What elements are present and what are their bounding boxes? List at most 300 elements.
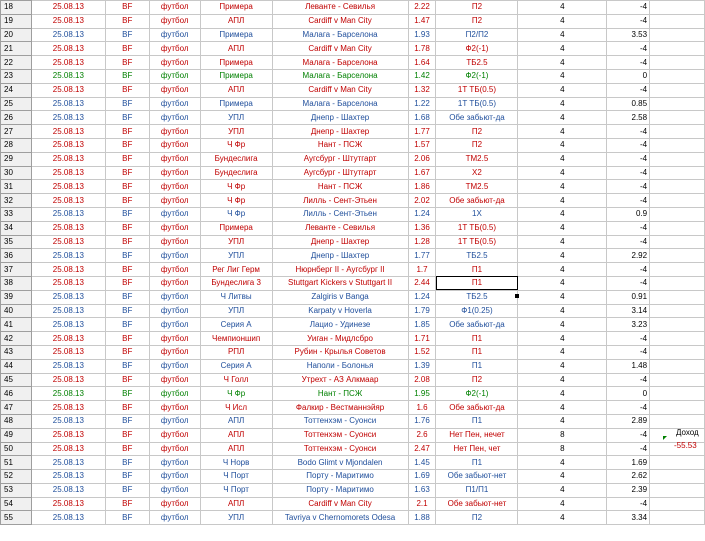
bet-cell[interactable]: Обе забьют-да	[436, 401, 518, 415]
stake-cell[interactable]: 4	[518, 249, 607, 263]
row-number-header[interactable]: 23	[1, 69, 32, 83]
match-cell[interactable]: Фалкир - Вестманнэйяр	[272, 401, 408, 415]
league-cell[interactable]: АПЛ	[200, 83, 272, 97]
match-cell[interactable]: Порту - Маритимо	[272, 483, 408, 497]
match-cell[interactable]: Днепр - Шахтер	[272, 111, 408, 125]
odds-cell[interactable]: 1.22	[408, 97, 436, 111]
stake-cell[interactable]: 4	[518, 28, 607, 42]
bet-cell[interactable]: П1	[436, 276, 518, 290]
result-cell[interactable]: 0.85	[607, 97, 650, 111]
stake-cell[interactable]: 4	[518, 414, 607, 428]
bookmaker-cell[interactable]: BF	[105, 56, 149, 70]
league-cell[interactable]: Ч Фр	[200, 180, 272, 194]
stake-cell[interactable]: 4	[518, 263, 607, 277]
result-cell[interactable]: -4	[607, 345, 650, 359]
league-cell[interactable]: Примера	[200, 97, 272, 111]
odds-cell[interactable]: 1.28	[408, 235, 436, 249]
date-cell[interactable]: 25.08.13	[31, 290, 105, 304]
empty-cell[interactable]	[650, 249, 705, 263]
bet-cell[interactable]: П2	[436, 1, 518, 15]
empty-cell[interactable]	[650, 221, 705, 235]
odds-cell[interactable]: 1.7	[408, 263, 436, 277]
date-cell[interactable]: 25.08.13	[31, 83, 105, 97]
result-cell[interactable]: -4	[607, 373, 650, 387]
stake-cell[interactable]: 4	[518, 470, 607, 484]
sport-cell[interactable]: футбол	[149, 373, 200, 387]
league-cell[interactable]: Чемпионшип	[200, 332, 272, 346]
row-number-header[interactable]: 32	[1, 194, 32, 208]
sport-cell[interactable]: футбол	[149, 497, 200, 511]
empty-cell[interactable]	[650, 1, 705, 15]
date-cell[interactable]: 25.08.13	[31, 470, 105, 484]
match-cell[interactable]: Лилль - Сент-Этьен	[272, 194, 408, 208]
league-cell[interactable]: Серия А	[200, 359, 272, 373]
bookmaker-cell[interactable]: BF	[105, 345, 149, 359]
income-value[interactable]: -55.53	[674, 441, 697, 450]
league-cell[interactable]: Бундеслига	[200, 166, 272, 180]
stake-cell[interactable]: 4	[518, 456, 607, 470]
stake-cell[interactable]: 4	[518, 276, 607, 290]
match-cell[interactable]: Bodo Glimt v Mjondalen	[272, 456, 408, 470]
bookmaker-cell[interactable]: BF	[105, 428, 149, 442]
date-cell[interactable]: 25.08.13	[31, 442, 105, 456]
league-cell[interactable]: Примера	[200, 28, 272, 42]
date-cell[interactable]: 25.08.13	[31, 456, 105, 470]
bookmaker-cell[interactable]: BF	[105, 14, 149, 28]
date-cell[interactable]: 25.08.13	[31, 497, 105, 511]
bet-cell[interactable]: П2	[436, 511, 518, 525]
row-number-header[interactable]: 52	[1, 470, 32, 484]
match-cell[interactable]: Cardiff v Man City	[272, 42, 408, 56]
match-cell[interactable]: Cardiff v Man City	[272, 14, 408, 28]
row-number-header[interactable]: 35	[1, 235, 32, 249]
row-number-header[interactable]: 54	[1, 497, 32, 511]
empty-cell[interactable]	[650, 359, 705, 373]
odds-cell[interactable]: 1.77	[408, 249, 436, 263]
result-cell[interactable]: -4	[607, 56, 650, 70]
odds-cell[interactable]: 1.67	[408, 166, 436, 180]
bet-cell[interactable]: П2	[436, 14, 518, 28]
match-cell[interactable]: Cardiff v Man City	[272, 497, 408, 511]
stake-cell[interactable]: 8	[518, 428, 607, 442]
empty-cell[interactable]	[650, 497, 705, 511]
bet-cell[interactable]: 1Т ТБ(0.5)	[436, 235, 518, 249]
bookmaker-cell[interactable]: BF	[105, 138, 149, 152]
stake-cell[interactable]: 4	[518, 304, 607, 318]
sport-cell[interactable]: футбол	[149, 14, 200, 28]
result-cell[interactable]: -4	[607, 166, 650, 180]
result-cell[interactable]: -4	[607, 125, 650, 139]
row-number-header[interactable]: 37	[1, 263, 32, 277]
bookmaker-cell[interactable]: BF	[105, 166, 149, 180]
date-cell[interactable]: 25.08.13	[31, 332, 105, 346]
odds-cell[interactable]: 1.39	[408, 359, 436, 373]
empty-cell[interactable]	[650, 14, 705, 28]
sport-cell[interactable]: футбол	[149, 414, 200, 428]
bet-cell[interactable]: ТМ2.5	[436, 180, 518, 194]
league-cell[interactable]: УПЛ	[200, 511, 272, 525]
bookmaker-cell[interactable]: BF	[105, 442, 149, 456]
odds-cell[interactable]: 1.32	[408, 83, 436, 97]
bet-cell[interactable]: Обе забьют-да	[436, 111, 518, 125]
match-cell[interactable]: Уиган - Мидлсбро	[272, 332, 408, 346]
bet-cell[interactable]: 1Т ТБ(0.5)	[436, 221, 518, 235]
odds-cell[interactable]: 2.06	[408, 152, 436, 166]
bookmaker-cell[interactable]: BF	[105, 470, 149, 484]
row-number-header[interactable]: 41	[1, 318, 32, 332]
date-cell[interactable]: 25.08.13	[31, 69, 105, 83]
row-number-header[interactable]: 39	[1, 290, 32, 304]
date-cell[interactable]: 25.08.13	[31, 138, 105, 152]
date-cell[interactable]: 25.08.13	[31, 483, 105, 497]
result-cell[interactable]: 3.34	[607, 511, 650, 525]
sport-cell[interactable]: футбол	[149, 304, 200, 318]
match-cell[interactable]: Малага - Барселона	[272, 97, 408, 111]
result-cell[interactable]: -4	[607, 42, 650, 56]
bet-cell[interactable]: П1	[436, 332, 518, 346]
empty-cell[interactable]	[650, 97, 705, 111]
row-number-header[interactable]: 34	[1, 221, 32, 235]
odds-cell[interactable]: 1.95	[408, 387, 436, 401]
income-label[interactable]: Доход	[676, 428, 699, 437]
stake-cell[interactable]: 4	[518, 387, 607, 401]
result-cell[interactable]: -4	[607, 263, 650, 277]
row-number-header[interactable]: 46	[1, 387, 32, 401]
league-cell[interactable]: Ч Голл	[200, 373, 272, 387]
bet-cell[interactable]: П2	[436, 373, 518, 387]
stake-cell[interactable]: 4	[518, 125, 607, 139]
row-number-header[interactable]: 42	[1, 332, 32, 346]
result-cell[interactable]: 3.14	[607, 304, 650, 318]
row-number-header[interactable]: 24	[1, 83, 32, 97]
stake-cell[interactable]: 4	[518, 332, 607, 346]
result-cell[interactable]: 3.53	[607, 28, 650, 42]
sport-cell[interactable]: футбол	[149, 97, 200, 111]
odds-cell[interactable]: 1.47	[408, 14, 436, 28]
odds-cell[interactable]: 2.1	[408, 497, 436, 511]
stake-cell[interactable]: 4	[518, 69, 607, 83]
sport-cell[interactable]: футбол	[149, 152, 200, 166]
result-cell[interactable]: 2.62	[607, 470, 650, 484]
match-cell[interactable]: Днепр - Шахтер	[272, 235, 408, 249]
date-cell[interactable]: 25.08.13	[31, 414, 105, 428]
sport-cell[interactable]: футбол	[149, 166, 200, 180]
result-cell[interactable]: -4	[607, 221, 650, 235]
odds-cell[interactable]: 1.24	[408, 290, 436, 304]
stake-cell[interactable]: 4	[518, 221, 607, 235]
bet-cell[interactable]: 1Х	[436, 207, 518, 221]
stake-cell[interactable]: 4	[518, 14, 607, 28]
stake-cell[interactable]: 4	[518, 290, 607, 304]
row-number-header[interactable]: 45	[1, 373, 32, 387]
result-cell[interactable]: -4	[607, 194, 650, 208]
date-cell[interactable]: 25.08.13	[31, 235, 105, 249]
sport-cell[interactable]: футбол	[149, 483, 200, 497]
result-cell[interactable]: -4	[607, 235, 650, 249]
match-cell[interactable]: Zalgiris v Banga	[272, 290, 408, 304]
odds-cell[interactable]: 1.68	[408, 111, 436, 125]
sport-cell[interactable]: футбол	[149, 401, 200, 415]
empty-cell[interactable]	[650, 304, 705, 318]
odds-cell[interactable]: 1.64	[408, 56, 436, 70]
row-number-header[interactable]: 40	[1, 304, 32, 318]
match-cell[interactable]: Нюрнберг II - Аугсбург II	[272, 263, 408, 277]
result-cell[interactable]: -4	[607, 428, 650, 442]
empty-cell[interactable]	[650, 152, 705, 166]
row-number-header[interactable]: 44	[1, 359, 32, 373]
bookmaker-cell[interactable]: BF	[105, 1, 149, 15]
empty-cell[interactable]	[650, 263, 705, 277]
empty-cell[interactable]	[650, 83, 705, 97]
bet-cell[interactable]: 1Т ТБ(0.5)	[436, 83, 518, 97]
league-cell[interactable]: Ч Фр	[200, 207, 272, 221]
odds-cell[interactable]: 1.57	[408, 138, 436, 152]
bet-cell[interactable]: ТМ2.5	[436, 152, 518, 166]
match-cell[interactable]: Лилль - Сент-Этьен	[272, 207, 408, 221]
bet-cell[interactable]: П1	[436, 263, 518, 277]
row-number-header[interactable]: 26	[1, 111, 32, 125]
match-cell[interactable]: Karpaty v Hoverla	[272, 304, 408, 318]
result-cell[interactable]: -4	[607, 332, 650, 346]
match-cell[interactable]: Малага - Барселона	[272, 56, 408, 70]
stake-cell[interactable]: 4	[518, 345, 607, 359]
odds-cell[interactable]: 1.45	[408, 456, 436, 470]
empty-cell[interactable]	[650, 235, 705, 249]
sport-cell[interactable]: футбол	[149, 111, 200, 125]
sport-cell[interactable]: футбол	[149, 180, 200, 194]
sport-cell[interactable]: футбол	[149, 290, 200, 304]
sport-cell[interactable]: футбол	[149, 332, 200, 346]
league-cell[interactable]: АПЛ	[200, 42, 272, 56]
row-number-header[interactable]: 22	[1, 56, 32, 70]
odds-cell[interactable]: 1.71	[408, 332, 436, 346]
sport-cell[interactable]: футбол	[149, 125, 200, 139]
stake-cell[interactable]: 4	[518, 483, 607, 497]
stake-cell[interactable]: 4	[518, 194, 607, 208]
date-cell[interactable]: 25.08.13	[31, 249, 105, 263]
league-cell[interactable]: Бундеслига	[200, 152, 272, 166]
stake-cell[interactable]: 4	[518, 318, 607, 332]
odds-cell[interactable]: 2.6	[408, 428, 436, 442]
stake-cell[interactable]: 4	[518, 511, 607, 525]
bet-cell[interactable]: Ф2(-1)	[436, 387, 518, 401]
date-cell[interactable]: 25.08.13	[31, 387, 105, 401]
bookmaker-cell[interactable]: BF	[105, 290, 149, 304]
row-number-header[interactable]: 33	[1, 207, 32, 221]
bookmaker-cell[interactable]: BF	[105, 373, 149, 387]
bet-cell[interactable]: ТБ2.5	[436, 290, 518, 304]
bookmaker-cell[interactable]: BF	[105, 359, 149, 373]
match-cell[interactable]: Леванте - Севилья	[272, 1, 408, 15]
stake-cell[interactable]: 4	[518, 111, 607, 125]
league-cell[interactable]: Примера	[200, 1, 272, 15]
sport-cell[interactable]: футбол	[149, 359, 200, 373]
bet-cell[interactable]: П1	[436, 414, 518, 428]
date-cell[interactable]: 25.08.13	[31, 14, 105, 28]
bet-cell[interactable]: Обе забьют-да	[436, 194, 518, 208]
odds-cell[interactable]: 2.22	[408, 1, 436, 15]
stake-cell[interactable]: 4	[518, 152, 607, 166]
league-cell[interactable]: УПЛ	[200, 125, 272, 139]
empty-cell[interactable]	[650, 56, 705, 70]
bet-cell[interactable]: Обе забьют-нет	[436, 470, 518, 484]
match-cell[interactable]: Малага - Барселона	[272, 69, 408, 83]
row-number-header[interactable]: 18	[1, 1, 32, 15]
bookmaker-cell[interactable]: BF	[105, 235, 149, 249]
odds-cell[interactable]: 1.78	[408, 42, 436, 56]
bet-cell[interactable]: Обе забьют-нет	[436, 497, 518, 511]
match-cell[interactable]: Рубин - Крылья Советов	[272, 345, 408, 359]
league-cell[interactable]: РПЛ	[200, 345, 272, 359]
empty-cell[interactable]	[650, 138, 705, 152]
league-cell[interactable]: Рег Лиг Герм	[200, 263, 272, 277]
bookmaker-cell[interactable]: BF	[105, 318, 149, 332]
date-cell[interactable]: 25.08.13	[31, 276, 105, 290]
bet-cell[interactable]: П1/П1	[436, 483, 518, 497]
sport-cell[interactable]: футбол	[149, 69, 200, 83]
result-cell[interactable]: 0.91	[607, 290, 650, 304]
odds-cell[interactable]: 1.63	[408, 483, 436, 497]
row-number-header[interactable]: 49	[1, 428, 32, 442]
bet-cell[interactable]: П1	[436, 359, 518, 373]
league-cell[interactable]: Ч Норв	[200, 456, 272, 470]
league-cell[interactable]: АПЛ	[200, 414, 272, 428]
date-cell[interactable]: 25.08.13	[31, 42, 105, 56]
match-cell[interactable]: Tavriya v Chernomorets Odesa	[272, 511, 408, 525]
empty-cell[interactable]	[650, 69, 705, 83]
row-number-header[interactable]: 48	[1, 414, 32, 428]
empty-cell[interactable]	[650, 483, 705, 497]
bet-cell[interactable]: П1	[436, 456, 518, 470]
bookmaker-cell[interactable]: BF	[105, 414, 149, 428]
match-cell[interactable]: Тоттенхэм - Суонси	[272, 428, 408, 442]
date-cell[interactable]: 25.08.13	[31, 180, 105, 194]
result-cell[interactable]: 1.48	[607, 359, 650, 373]
match-cell[interactable]: Наполи - Болонья	[272, 359, 408, 373]
sport-cell[interactable]: футбол	[149, 249, 200, 263]
row-number-header[interactable]: 29	[1, 152, 32, 166]
odds-cell[interactable]: 1.76	[408, 414, 436, 428]
bookmaker-cell[interactable]: BF	[105, 249, 149, 263]
league-cell[interactable]: Примера	[200, 221, 272, 235]
result-cell[interactable]: -4	[607, 442, 650, 456]
stake-cell[interactable]: 4	[518, 42, 607, 56]
empty-cell[interactable]	[650, 401, 705, 415]
match-cell[interactable]: Лацио - Удинезе	[272, 318, 408, 332]
sport-cell[interactable]: футбол	[149, 28, 200, 42]
date-cell[interactable]: 25.08.13	[31, 263, 105, 277]
date-cell[interactable]: 25.08.13	[31, 28, 105, 42]
league-cell[interactable]: АПЛ	[200, 14, 272, 28]
result-cell[interactable]: 0	[607, 387, 650, 401]
stake-cell[interactable]: 4	[518, 83, 607, 97]
row-number-header[interactable]: 47	[1, 401, 32, 415]
bookmaker-cell[interactable]: BF	[105, 483, 149, 497]
result-cell[interactable]: -4	[607, 83, 650, 97]
league-cell[interactable]: Примера	[200, 69, 272, 83]
odds-cell[interactable]: 1.36	[408, 221, 436, 235]
league-cell[interactable]: АПЛ	[200, 428, 272, 442]
result-cell[interactable]: 2.39	[607, 483, 650, 497]
league-cell[interactable]: Ч Порт	[200, 483, 272, 497]
bookmaker-cell[interactable]: BF	[105, 497, 149, 511]
bet-cell[interactable]: Ф2(-1)	[436, 42, 518, 56]
league-cell[interactable]: УПЛ	[200, 111, 272, 125]
league-cell[interactable]: УПЛ	[200, 235, 272, 249]
sport-cell[interactable]: футбол	[149, 83, 200, 97]
match-cell[interactable]: Cardiff v Man City	[272, 83, 408, 97]
league-cell[interactable]: Серия А	[200, 318, 272, 332]
sport-cell[interactable]: футбол	[149, 470, 200, 484]
empty-cell[interactable]	[650, 470, 705, 484]
bookmaker-cell[interactable]: BF	[105, 83, 149, 97]
stake-cell[interactable]: 4	[518, 235, 607, 249]
odds-cell[interactable]: 1.85	[408, 318, 436, 332]
bet-cell[interactable]: П2	[436, 138, 518, 152]
odds-cell[interactable]: 2.47	[408, 442, 436, 456]
date-cell[interactable]: 25.08.13	[31, 207, 105, 221]
match-cell[interactable]: Аугсбург - Штутгарт	[272, 166, 408, 180]
row-number-header[interactable]: 27	[1, 125, 32, 139]
bookmaker-cell[interactable]: BF	[105, 332, 149, 346]
stake-cell[interactable]: 4	[518, 359, 607, 373]
date-cell[interactable]: 25.08.13	[31, 428, 105, 442]
empty-cell[interactable]	[650, 345, 705, 359]
odds-cell[interactable]: 1.88	[408, 511, 436, 525]
empty-cell[interactable]	[650, 373, 705, 387]
sport-cell[interactable]: футбол	[149, 138, 200, 152]
row-number-header[interactable]: 20	[1, 28, 32, 42]
match-cell[interactable]: Тоттенхэм - Суонси	[272, 414, 408, 428]
date-cell[interactable]: 25.08.13	[31, 401, 105, 415]
league-cell[interactable]: Ч Порт	[200, 470, 272, 484]
result-cell[interactable]: -4	[607, 401, 650, 415]
odds-cell[interactable]: 1.52	[408, 345, 436, 359]
league-cell[interactable]: Ч Исл	[200, 401, 272, 415]
empty-cell[interactable]	[650, 42, 705, 56]
stake-cell[interactable]: 8	[518, 442, 607, 456]
sport-cell[interactable]: футбол	[149, 207, 200, 221]
match-cell[interactable]: Нант - ПСЖ	[272, 387, 408, 401]
row-number-header[interactable]: 38	[1, 276, 32, 290]
bookmaker-cell[interactable]: BF	[105, 69, 149, 83]
stake-cell[interactable]: 4	[518, 373, 607, 387]
bet-cell[interactable]: П1	[436, 345, 518, 359]
row-number-header[interactable]: 21	[1, 42, 32, 56]
sport-cell[interactable]: футбол	[149, 221, 200, 235]
row-number-header[interactable]: 43	[1, 345, 32, 359]
bet-cell[interactable]: Ф1(0.25)	[436, 304, 518, 318]
date-cell[interactable]: 25.08.13	[31, 304, 105, 318]
date-cell[interactable]: 25.08.13	[31, 97, 105, 111]
bet-cell[interactable]: Ф2(-1)	[436, 69, 518, 83]
result-cell[interactable]: 0.9	[607, 207, 650, 221]
stake-cell[interactable]: 4	[518, 207, 607, 221]
bet-cell[interactable]: ТБ2.5	[436, 56, 518, 70]
bookmaker-cell[interactable]: BF	[105, 304, 149, 318]
empty-cell[interactable]	[650, 194, 705, 208]
result-cell[interactable]: -4	[607, 497, 650, 511]
stake-cell[interactable]: 4	[518, 401, 607, 415]
bookmaker-cell[interactable]: BF	[105, 152, 149, 166]
date-cell[interactable]: 25.08.13	[31, 152, 105, 166]
league-cell[interactable]: Бундеслига 3	[200, 276, 272, 290]
sport-cell[interactable]: футбол	[149, 56, 200, 70]
bookmaker-cell[interactable]: BF	[105, 194, 149, 208]
result-cell[interactable]: 2.89	[607, 414, 650, 428]
date-cell[interactable]: 25.08.13	[31, 359, 105, 373]
result-cell[interactable]: -4	[607, 276, 650, 290]
